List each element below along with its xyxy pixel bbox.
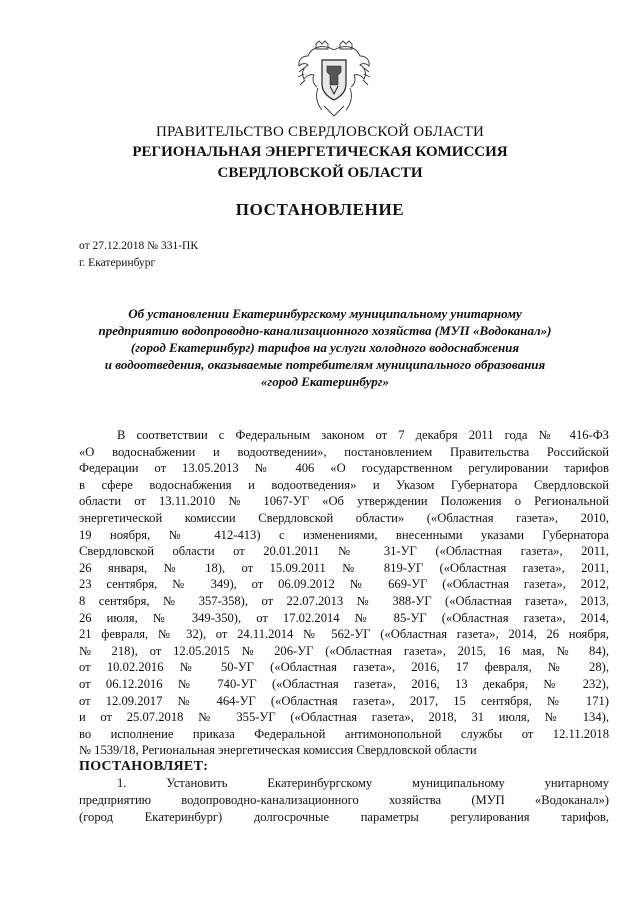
body-line: области от 13.11.2010 № 1067-УГ «Об утверждении Положения о Региональной [79, 494, 609, 509]
body-line: 23 сентября, № 349), от 06.09.2012 № 669-УГ («Областная газета», 2012, [79, 577, 609, 592]
body-line: и от 25.07.2018 № 355-УГ («Областная газета», 2018, 31 июля, № 134), [79, 710, 609, 725]
commission-header: РЕГИОНАЛЬНАЯ ЭНЕРГЕТИЧЕСКАЯ КОМИССИЯ [132, 144, 508, 160]
item-1-line: (город Екатеринбург) долгосрочные параметры регулирования тарифов, [79, 809, 609, 824]
body-line: в сфере водоснабжения и водоотведения» и Указом Губернатора Свердловской [79, 477, 609, 492]
document-body [79, 427, 609, 825]
body-line: энергетической комиссии Свердловской области» («Областная газета», 2010, [79, 510, 609, 525]
subject-line: «город Екатеринбург» [260, 374, 390, 389]
body-line: 26 января, № 18), от 15.09.2011 № 819-УГ («Областная газета», 2011, [79, 560, 609, 575]
body-line: № 218), от 12.05.2015 № 206-УГ («Областная газета», 2015, 16 мая, № 84), [79, 643, 609, 658]
region-header: СВЕРДЛОВСКОЙ ОБЛАСТИ [217, 165, 423, 181]
body-line: В соответствии с Федеральным законом от 7 декабря 2011 года № 416-ФЗ [117, 428, 609, 442]
body-line: от 12.09.2017 № 464-УГ («Областная газета», 2017, 15 сентября, № 171) [79, 693, 609, 708]
body-line: 19 ноября, № 412-413) с изменениями, внесенными указами Губернатора [79, 527, 609, 542]
resolves-heading: ПОСТАНОВЛЯЕТ: [79, 758, 209, 774]
body-line: Свердловской области от 20.01.2011 № 31-УГ («Областная газета», 2011, [79, 544, 609, 559]
body-line: от 06.12.2016 № 740-УГ («Областная газета», 2016, 13 декабря, № 232), [79, 676, 609, 691]
body-line: Федерации от 13.05.2013 № 406 «О государственном регулировании тарифов [79, 461, 609, 476]
subject-line: предприятию водопроводно-канализационного хозяйства (МУП «Водоканал») [98, 323, 552, 338]
body-line: от 10.02.2016 № 50-УГ («Областная газета», 2016, 17 февраля, № 28), [79, 660, 609, 675]
document-title: ПОСТАНОВЛЕНИЕ [235, 200, 405, 219]
body-line: 26 июля, № 349-350), от 17.02.2014 № 85-УГ («Областная газета», 2014, [79, 610, 609, 625]
government-header: ПРАВИТЕЛЬСТВО СВЕРДЛОВСКОЙ ОБЛАСТИ [155, 124, 485, 140]
coat-of-arms-emblem [296, 40, 372, 120]
body-line: 21 февраля, № 32), от 24.11.2014 № 562-УГ («Областная газета», 2014, 26 ноября, [79, 627, 609, 642]
body-line: «О водоснабжении и водоотведении», постановлением Правительства Российской [79, 444, 609, 459]
body-line: 8 сентября, № 357-358), от 22.07.2013 № 388-УГ («Областная газета», 2013, [79, 593, 609, 608]
document-date-number: от 27.12.2018 № 331-ПК [79, 240, 199, 252]
subject-line: и водоотведения, оказываемые потребителям муниципального образования [104, 357, 546, 372]
item-1-line: 1. Установить Екатеринбургскому муниципальному унитарному [117, 776, 609, 791]
document-city: г. Екатеринбург [79, 257, 156, 269]
document-subject [70, 305, 580, 390]
subject-line: Об установлении Екатеринбургскому муниципальному унитарному [128, 306, 522, 321]
item-1-line: предприятию водопроводно-канализационного хозяйства (МУП «Водоканал») [79, 793, 609, 808]
subject-line: (город Екатеринбург) тарифов на услуги холодного водоснабжения [130, 340, 520, 355]
body-line: № 1539/18, Региональная энергетическая комиссия Свердловской области [79, 743, 477, 758]
body-line: во исполнение приказа Федеральной антимонопольной службы от 12.11.2018 [79, 726, 609, 741]
